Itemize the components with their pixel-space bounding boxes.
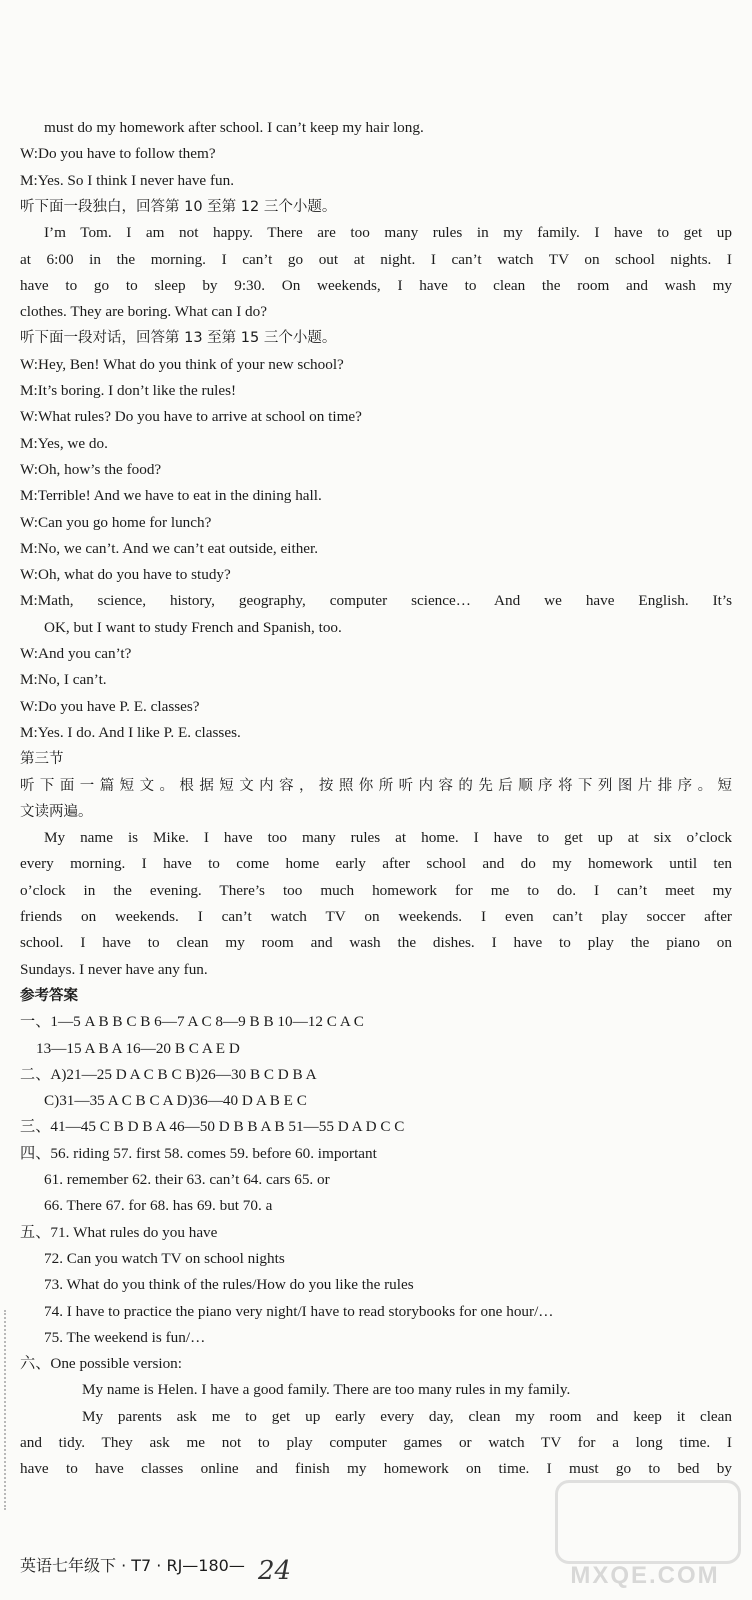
text-line: and tidy. They ask me not to play computer games or watch TV for a long time. I	[20, 1434, 732, 1451]
text-line: M:Yes. So I think I never have fun.	[20, 171, 235, 189]
text-line: 六、One possible version:	[20, 1355, 182, 1373]
text-line: 听下面一段独白，回答第 10 至第 12 三个小题。	[20, 198, 337, 215]
text-line: 13—15 A B A 16—20 B C A E D	[36, 1039, 240, 1057]
watermark	[545, 1480, 745, 1595]
text-line: every morning. I have to come home early after school and do my homework until ten	[20, 855, 732, 873]
text-line: 74. I have to practice the piano very night/I have to read storybooks for one hour/…	[44, 1302, 554, 1320]
text-line: 73. What do you think of the rules/How do you like the rules	[44, 1276, 414, 1294]
text-line: 61. remember 62. their 63. can’t 64. cars 65. or	[44, 1171, 330, 1188]
text-line: 第三节	[20, 751, 64, 768]
text-line: M:Yes, we do.	[20, 434, 108, 452]
text-line: 72. Can you watch TV on school nights	[44, 1249, 285, 1267]
text-line: W:What rules? Do you have to arrive at school on time?	[20, 408, 362, 426]
text-line: o’clock in the evening. There’s too much homework for me to do. I can’t meet my	[20, 881, 732, 899]
text-line: have to have classes online and finish my homework on time. I must go to bed by	[20, 1460, 732, 1478]
text-line: M:Terrible! And we have to eat in the dining hall.	[20, 487, 322, 505]
page-footer: 英语七年级下 · T7 · RJ—180—	[20, 1556, 245, 1575]
text-line: 听下面一篇短文。根据短文内容，按照你所听内容的先后顺序将下列图片排序。短	[20, 777, 732, 794]
text-line: C)31—35 A C B C A D)36—40 D A B E C	[44, 1092, 307, 1110]
text-line: 66. There 67. for 68. has 69. but 70. a	[44, 1197, 273, 1215]
handwritten-page-number: 24	[258, 1556, 292, 1586]
text-line: 参考答案	[20, 987, 78, 1004]
text-line: W:Hey, Ben! What do you think of your new school?	[20, 355, 344, 373]
text-line: Sundays. I never have any fun.	[20, 960, 208, 978]
text-line: W:Do you have to follow them?	[20, 145, 216, 163]
text-line: I’m Tom. I am not happy. There are too many rules in my family. I have to get up	[44, 224, 732, 242]
text-line: 75. The weekend is fun/…	[44, 1328, 206, 1346]
text-line: have to go to sleep by 9:30. On weekends, I have to clean the room and wash my	[20, 276, 732, 294]
text-line: school. I have to clean my room and wash the dishes. I have to play the piano on	[20, 934, 732, 952]
text-line: W:And you can’t?	[20, 645, 132, 662]
text-line: M:No, we can’t. And we can’t eat outside, either.	[20, 539, 319, 557]
text-line: 一、1—5 A B B C B 6—7 A C 8—9 B B 10—12 C A C	[20, 1013, 364, 1031]
text-line: 四、56. riding 57. first 58. comes 59. before 60. important	[20, 1144, 377, 1162]
text-line: must do my homework after school. I can’t keep my hair long.	[44, 119, 424, 136]
watermark-text: MXQE.COM	[570, 1562, 720, 1589]
text-line: 文读两遍。	[20, 803, 93, 820]
text-line: 三、41—45 C B D B A 46—50 D B B A B 51—55 D A D C C	[20, 1118, 405, 1136]
text-line: My name is Mike. I have too many rules at home. I have to get up at six o’clock	[44, 829, 732, 847]
text-line: friends on weekends. I can’t watch TV on weekends. I even can’t play soccer after	[20, 908, 732, 925]
text-line: clothes. They are boring. What can I do?	[20, 303, 267, 321]
text-line: 五、71. What rules do you have	[20, 1223, 218, 1241]
binding-margin-dots	[4, 1310, 8, 1510]
text-line: at 6:00 in the morning. I can’t go out at night. I can’t watch TV on school nights. I	[20, 250, 732, 268]
text-line: W:Oh, what do you have to study?	[20, 566, 231, 584]
text-line: M:No, I can’t.	[20, 671, 107, 689]
watermark-logo	[555, 1480, 741, 1564]
text-line: W:Do you have P. E. classes?	[20, 697, 200, 715]
text-line: M:It’s boring. I don’t like the rules!	[20, 382, 237, 399]
text-line: M:Yes. I do. And I like P. E. classes.	[20, 723, 241, 741]
text-line: OK, but I want to study French and Spanish, too.	[44, 618, 342, 636]
text-line: My name is Helen. I have a good family. There are too many rules in my family.	[82, 1381, 571, 1399]
text-line: M:Math, science, history, geography, computer science… And we have English. It’s	[20, 592, 732, 610]
text-line: W:Can you go home for lunch?	[20, 513, 212, 531]
text-line: 听下面一段对话，回答第 13 至第 15 三个小题。	[20, 330, 337, 347]
text-line: W:Oh, how’s the food?	[20, 460, 162, 478]
text-line: 二、A)21—25 D A C B C B)26—30 B C D B A	[20, 1065, 317, 1083]
text-line: My parents ask me to get up early every day, clean my room and keep it clean	[82, 1407, 732, 1425]
